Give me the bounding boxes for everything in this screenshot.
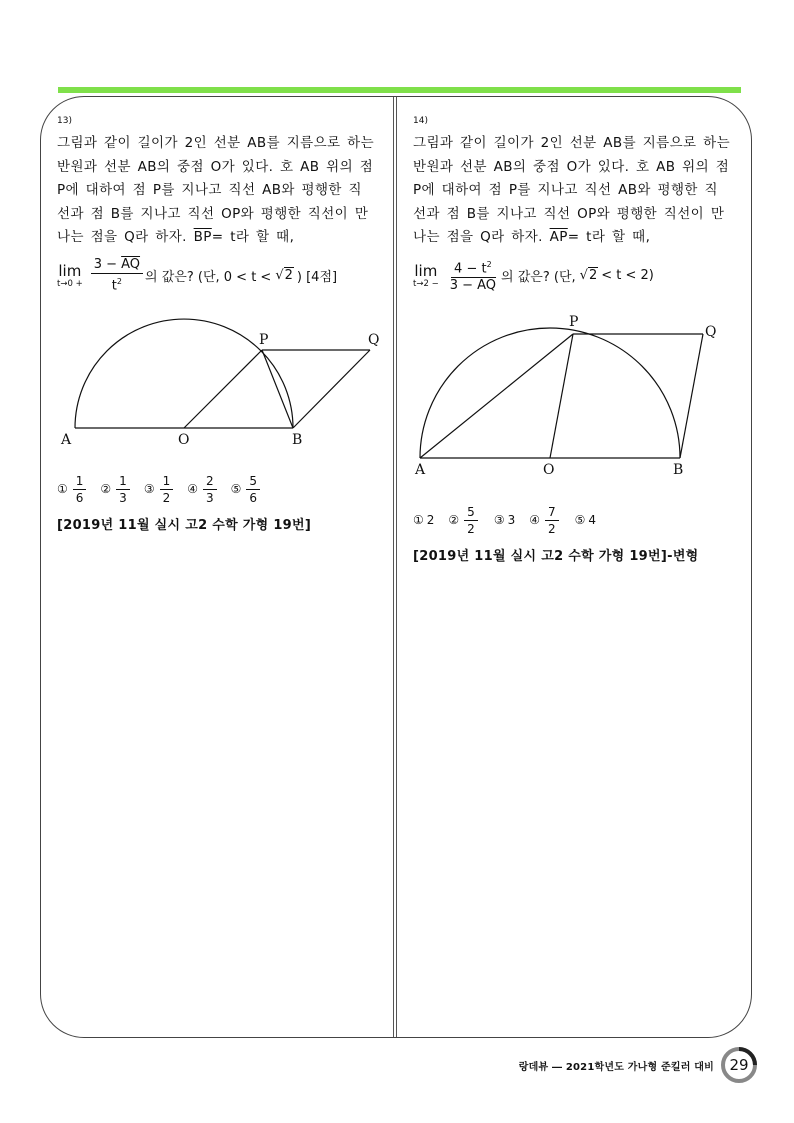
choice-5[interactable]: ⑤ $\frac{5}{6}$ [231,473,262,506]
text-line: P에 대하여 점 P를 지나고 직선 AB와 평행한 직 [413,182,718,198]
page-number: 29 [729,1056,749,1074]
label-o: O [178,431,190,447]
header-accent-bar [58,87,741,93]
segment-bp: $\overline{BP}$ [193,229,212,245]
text-line: 나는 점을 Q라 하자. $\overline{AP}= t$라 할 때, [413,229,651,245]
choice-4[interactable]: ④ $\frac{7}{2}$ [529,504,560,537]
label-a: A [61,431,72,447]
segment-ap [420,334,573,458]
question-source: [2019년 11월 실시 고2 수학 가형 19번] [57,517,312,533]
label-q: Q [368,331,380,348]
label-q: Q [705,323,717,340]
sqrt-symbol: √2 [275,268,293,283]
question-14 [413,116,743,564]
choice-1[interactable]: ① 2 [413,513,435,527]
limit-expression: lim t→2 − $\frac{4 - t^2}{3 - \overline{AQ}}$ 의 값은? (단, √2 < t < 2) [413,254,743,298]
text-line: 반원과 선분 AB의 중점 O가 있다. 호 AB 위의 점 [413,158,730,175]
text-line: 나는 점을 Q라 하자. $\overline{BP}= t$라 할 때, [57,229,295,245]
sqrt-symbol: √2 [579,268,598,283]
label-p: P [259,331,269,348]
page-number-badge [720,1046,758,1084]
text-line: 선과 점 B를 지나고 직선 OP와 평행한 직선이 만 [57,205,369,222]
segment-op [550,334,573,458]
question-13 [57,116,387,533]
limit-operator: lim t→2 − [413,261,439,289]
footer-title: 랑데뷰 ― 2021학년도 가나형 준킬러 대비 [518,1061,714,1073]
text-line: 그림과 같이 길이가 2인 선분 AB를 지름으로 하는 [413,135,731,151]
choice-2[interactable]: ② $\frac{5}{2}$ [448,504,479,537]
question-number: 14) [413,116,428,126]
label-o: O [543,461,555,476]
question-text [413,132,743,250]
question-text [57,132,387,250]
limit-fraction: $\frac{4 - t^2}{3 - \overline{AQ}}$ [447,257,499,294]
text-line: 반원과 선분 AB의 중점 O가 있다. 호 AB 위의 점 [57,158,374,175]
segment-bp [262,350,293,428]
choice-1[interactable]: ① $\frac{1}{6}$ [57,473,88,506]
limit-operator: lim t→0 + [57,261,83,289]
segment-bq [680,334,703,458]
text-line: 그림과 같이 길이가 2인 선분 AB를 지름으로 하는 [57,135,375,151]
answer-choices [413,504,743,537]
semicircle-figure [57,302,387,447]
text-line: 선과 점 B를 지나고 직선 OP와 평행한 직선이 만 [413,205,725,222]
answer-choices [57,473,387,506]
column-divider [393,97,397,1037]
text-line: P에 대하여 점 P를 지나고 직선 AB와 평행한 직 [57,182,362,198]
semicircle-figure [413,306,743,476]
segment-bq [293,350,370,428]
segment-ap: $\overline{AP}$ [549,229,568,245]
label-a: A [415,461,426,476]
choice-3[interactable]: ③ $\frac{1}{2}$ [144,473,175,506]
label-p: P [569,313,579,330]
limit-fraction: $\frac{3 - \overline{AQ}}{t^2}$ [91,257,143,294]
label-b: B [673,461,684,476]
segment-op [184,350,262,428]
choice-4[interactable]: ④ $\frac{2}{3}$ [187,473,218,506]
semicircle-arc [420,328,680,458]
label-b: B [292,431,303,447]
choice-3[interactable]: ③ 3 [493,513,516,527]
choice-2[interactable]: ② $\frac{1}{3}$ [100,473,131,506]
choice-5[interactable]: ⑤ 4 [574,513,597,527]
question-source: [2019년 11월 실시 고2 수학 가형 19번]-변형 [413,548,699,564]
question-number: 13) [57,116,72,126]
page-footer [519,1046,758,1084]
limit-expression: lim t→0 + $\frac{3 - \overline{AQ}}{t^2}$ 의 값은? (단, 0 < t < √2 ) [4점] [57,256,338,294]
